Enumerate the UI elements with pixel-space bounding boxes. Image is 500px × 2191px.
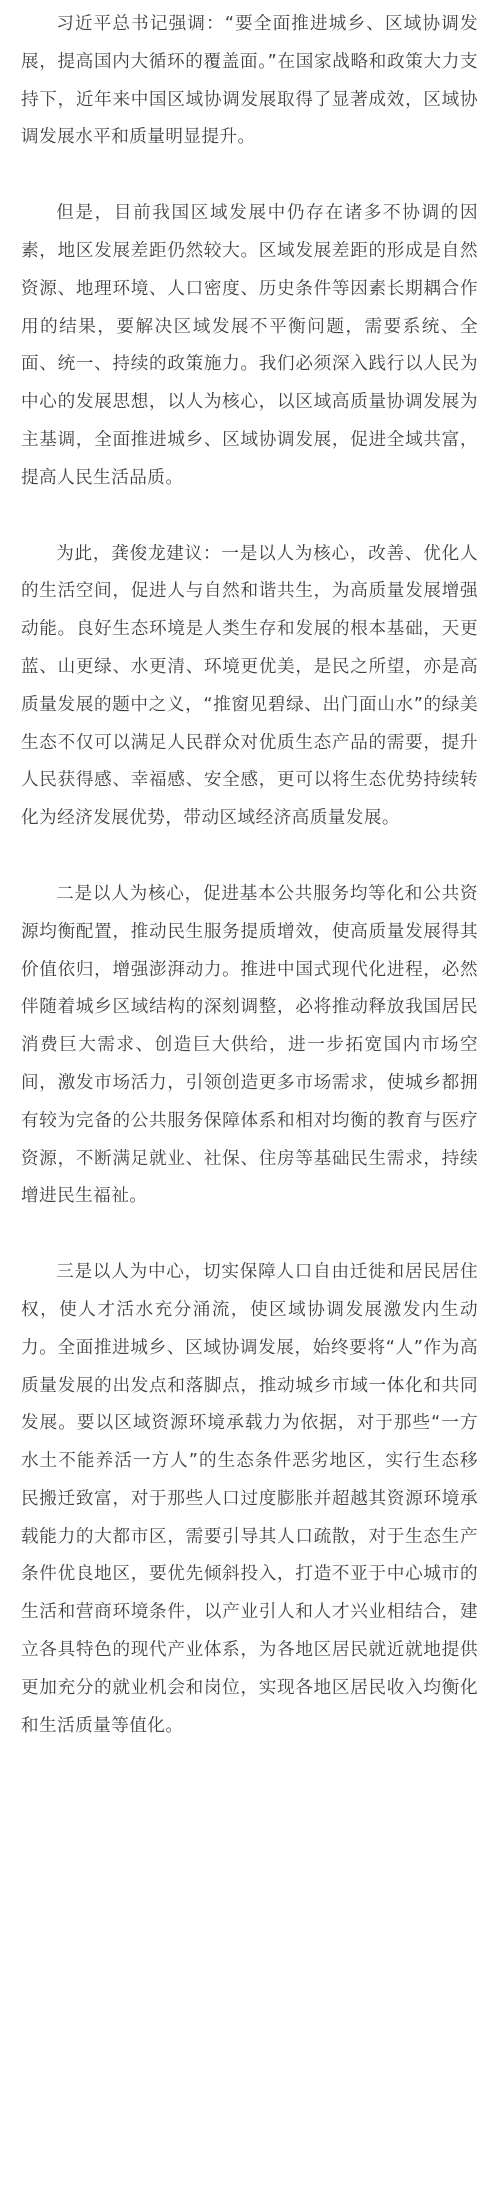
paragraph-proposal-one: 为此，龚俊龙建议：一是以人为核心，改善、优化人的生活空间，促进人与自然和谐共生，为高质量发展增强动能。良好生态环境是人类生存和发展的根本基础，天更蓝、山更绿、水更清、环境更优美，是民之所望，亦是高质量发展的题中之义，“推窗见碧绿、出门面山水”的绿美生态不仅可以满足人民群众对优质生态产品的需要，提升人民获得感、幸福感、安全感，更可以将生态优势持续转化为经济发展优势，带动区域经济高质量发展。 <box>21 543 478 829</box>
paragraph-intro: 习近平总书记强调：“要全面推进城乡、区域协调发展，提高国内大循环的覆盖面。”在国家战略和政策大力支持下，近年来中国区域协调发展取得了显著成效，区域协调发展水平和质量明显提升。 <box>21 14 478 148</box>
paragraph-proposal-three: 三是以人为中心，切实保障人口自由迁徙和居民居住权，使人才活水充分涌流，使区域协调发展激发内生动力。全面推进城乡、区域协调发展，始终要将“人”作为高质量发展的出发点和落脚点，推动城乡市域一体化和共同发展。要以区域资源环境承载力为依据，对于那些“一方水土不能养活一方人”的生态条件恶劣地区，实行生态移民搬迁致富，对于那些人口过度膨胀并超越其资源环境承载能力的大都市区，需要引导其人口疏散，对于生态生产条件优良地区，要优先倾斜投入，打造不亚于中心城市的生活和营商环境条件，以产业引人和人才兴业相结合，建立各具特色的现代产业体系，为各地区居民就近就地提供更加充分的就业机会和岗位，实现各地区居民收入均衡化和生活质量等值化。 <box>21 1262 478 1736</box>
paragraph-proposal-two: 二是以人为核心，促进基本公共服务均等化和公共资源均衡配置，推动民生服务提质增效，使高质量发展得其价值依归，增强澎湃动力。推进中国式现代化进程，必然伴随着城乡区域结构的深刻调整，必将推动释放我国居民消费巨大需求、创造巨大供给，进一步拓宽国内市场空间，激发市场活力，引领创造更多市场需求，使城乡都拥有较为完备的公共服务保障体系和相对均衡的教育与医疗资源，不断满足就业、社保、住房等基础民生需求，持续增进民生福祉。 <box>21 883 478 1207</box>
paragraph-regional-gap: 但是，目前我国区域发展中仍存在诸多不协调的因素，地区发展差距仍然较大。区域发展差距的形成是自然资源、地理环境、人口密度、历史条件等因素长期耦合作用的结果，要解决区域发展不平衡问题，需要系统、全面、统一、持续的政策施力。我们必须深入践行以人民为中心的发展思想，以人为核心，以区域高质量协调发展为主基调，全面推进城乡、区域协调发展，促进全域共富，提高人民生活品质。 <box>21 203 478 488</box>
